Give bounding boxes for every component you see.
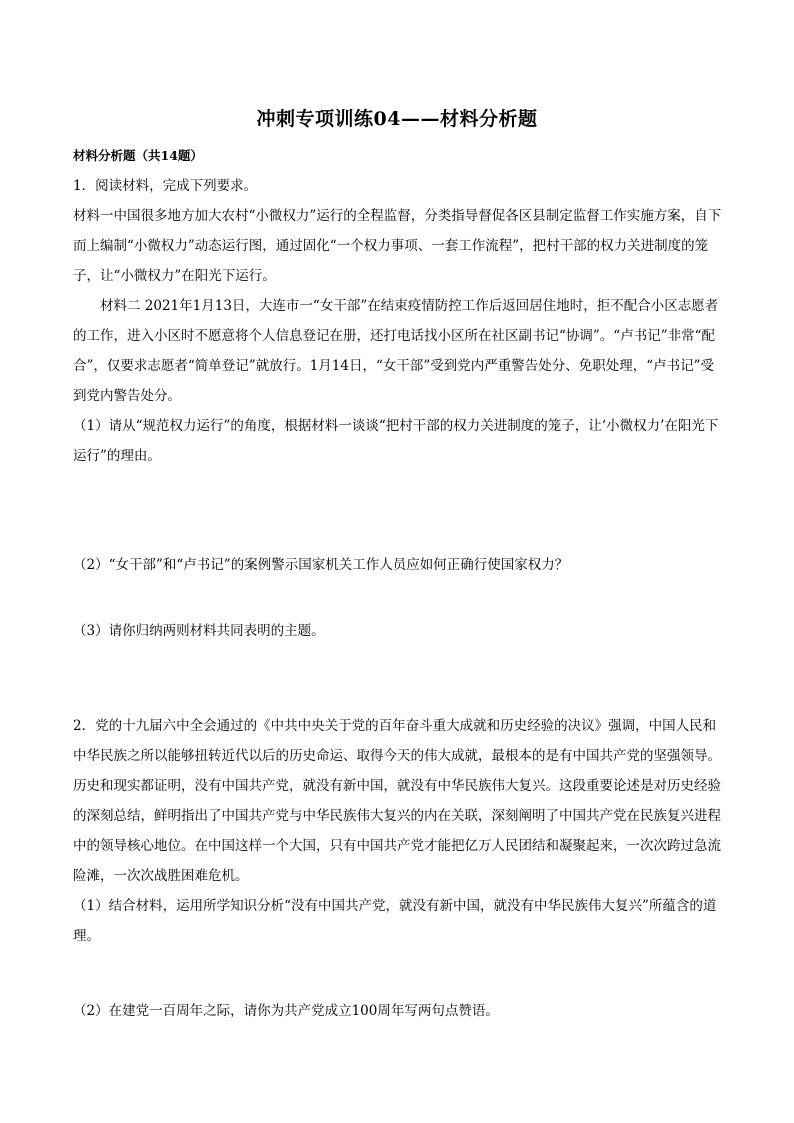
section-label: 材料分析题（共14题） <box>73 148 203 163</box>
question-2-sub-2-block <box>73 996 725 1026</box>
question-2 <box>73 711 725 951</box>
question-2-sub-2: （2）在建党一百周年之际，请你为共产党成立100周年写两句点赞语。 <box>73 1003 499 1019</box>
question-2-stem: 2．党的十九届六中全会通过的《中共中央关于党的百年奋斗重大成就和历史经验的决议》强调，中国人民和中华民族之所以能够扭转近代以后的历史命运、取得今天的伟大成就，最根本的是有中国共产党的坚强领导。历史和现实都证明，没有中国共产党，就没有新中国，就没有中华民族伟大复兴。这段重要论述是对历史经验的深刻总结，鲜明指出了中国共产党与中华民族伟大复兴的内在关联，深刻阐明了中国共产党在民族复兴进程中的领导核心地位。在中国这样一个大国，只有中国共产党才能把亿万人民团结和凝聚起来，一次次跨过急流险滩，一次次战胜困难危机。 <box>73 718 721 884</box>
question-1 <box>73 171 725 471</box>
question-1-material-2: 材料二 2021年1月13日，大连市一“女干部”在结束疫情防控工作后返回居住地时，拒不配合小区志愿者的工作，进入小区时不愿意将个人信息登记在册，还打电话找小区所在社区副书记“协调”。“卢书记”非常“配合”，仅要求志愿者“简单登记”就放行。1月14日，“女干部”受到党内严重警告处分、免职处理，“卢书记”受到党内警告处分。 <box>73 298 719 404</box>
question-1-sub-3-block <box>73 616 725 646</box>
question-1-stem: 1．阅读材料，完成下列要求。 <box>73 178 258 194</box>
question-1-sub-2: （2）“女干部”和“卢书记”的案例警示国家机关工作人员应如何正确行使国家权力？ <box>73 557 569 573</box>
question-1-sub-2-block <box>73 550 725 580</box>
question-1-sub-3: （3）请你归纳两则材料共同表明的主题。 <box>73 623 325 639</box>
question-1-sub-1: （1）请从“规范权力运行”的角度，根据材料一谈谈“把村干部的权力关进制度的笼子，让‘小微权力’在阳光下运行”的理由。 <box>73 418 719 464</box>
question-1-material-1: 材料一中国很多地方加大农村“小微权力”运行的全程监督，分类指导督促各区县制定监督工作实施方案，自下而上编制“小微权力”动态运行图，通过固化“一个权力事项、一套工作流程”，把村干部的权力关进制度的笼子，让“小微权力”在阳光下运行。 <box>73 208 722 284</box>
question-2-sub-1: （1）结合材料，运用所学知识分析“没有中国共产党，就没有新中国，就没有中华民族伟大复兴”所蕴含的道理。 <box>73 898 717 944</box>
page-title: 冲刺专项训练04——材料分析题 <box>256 108 538 130</box>
